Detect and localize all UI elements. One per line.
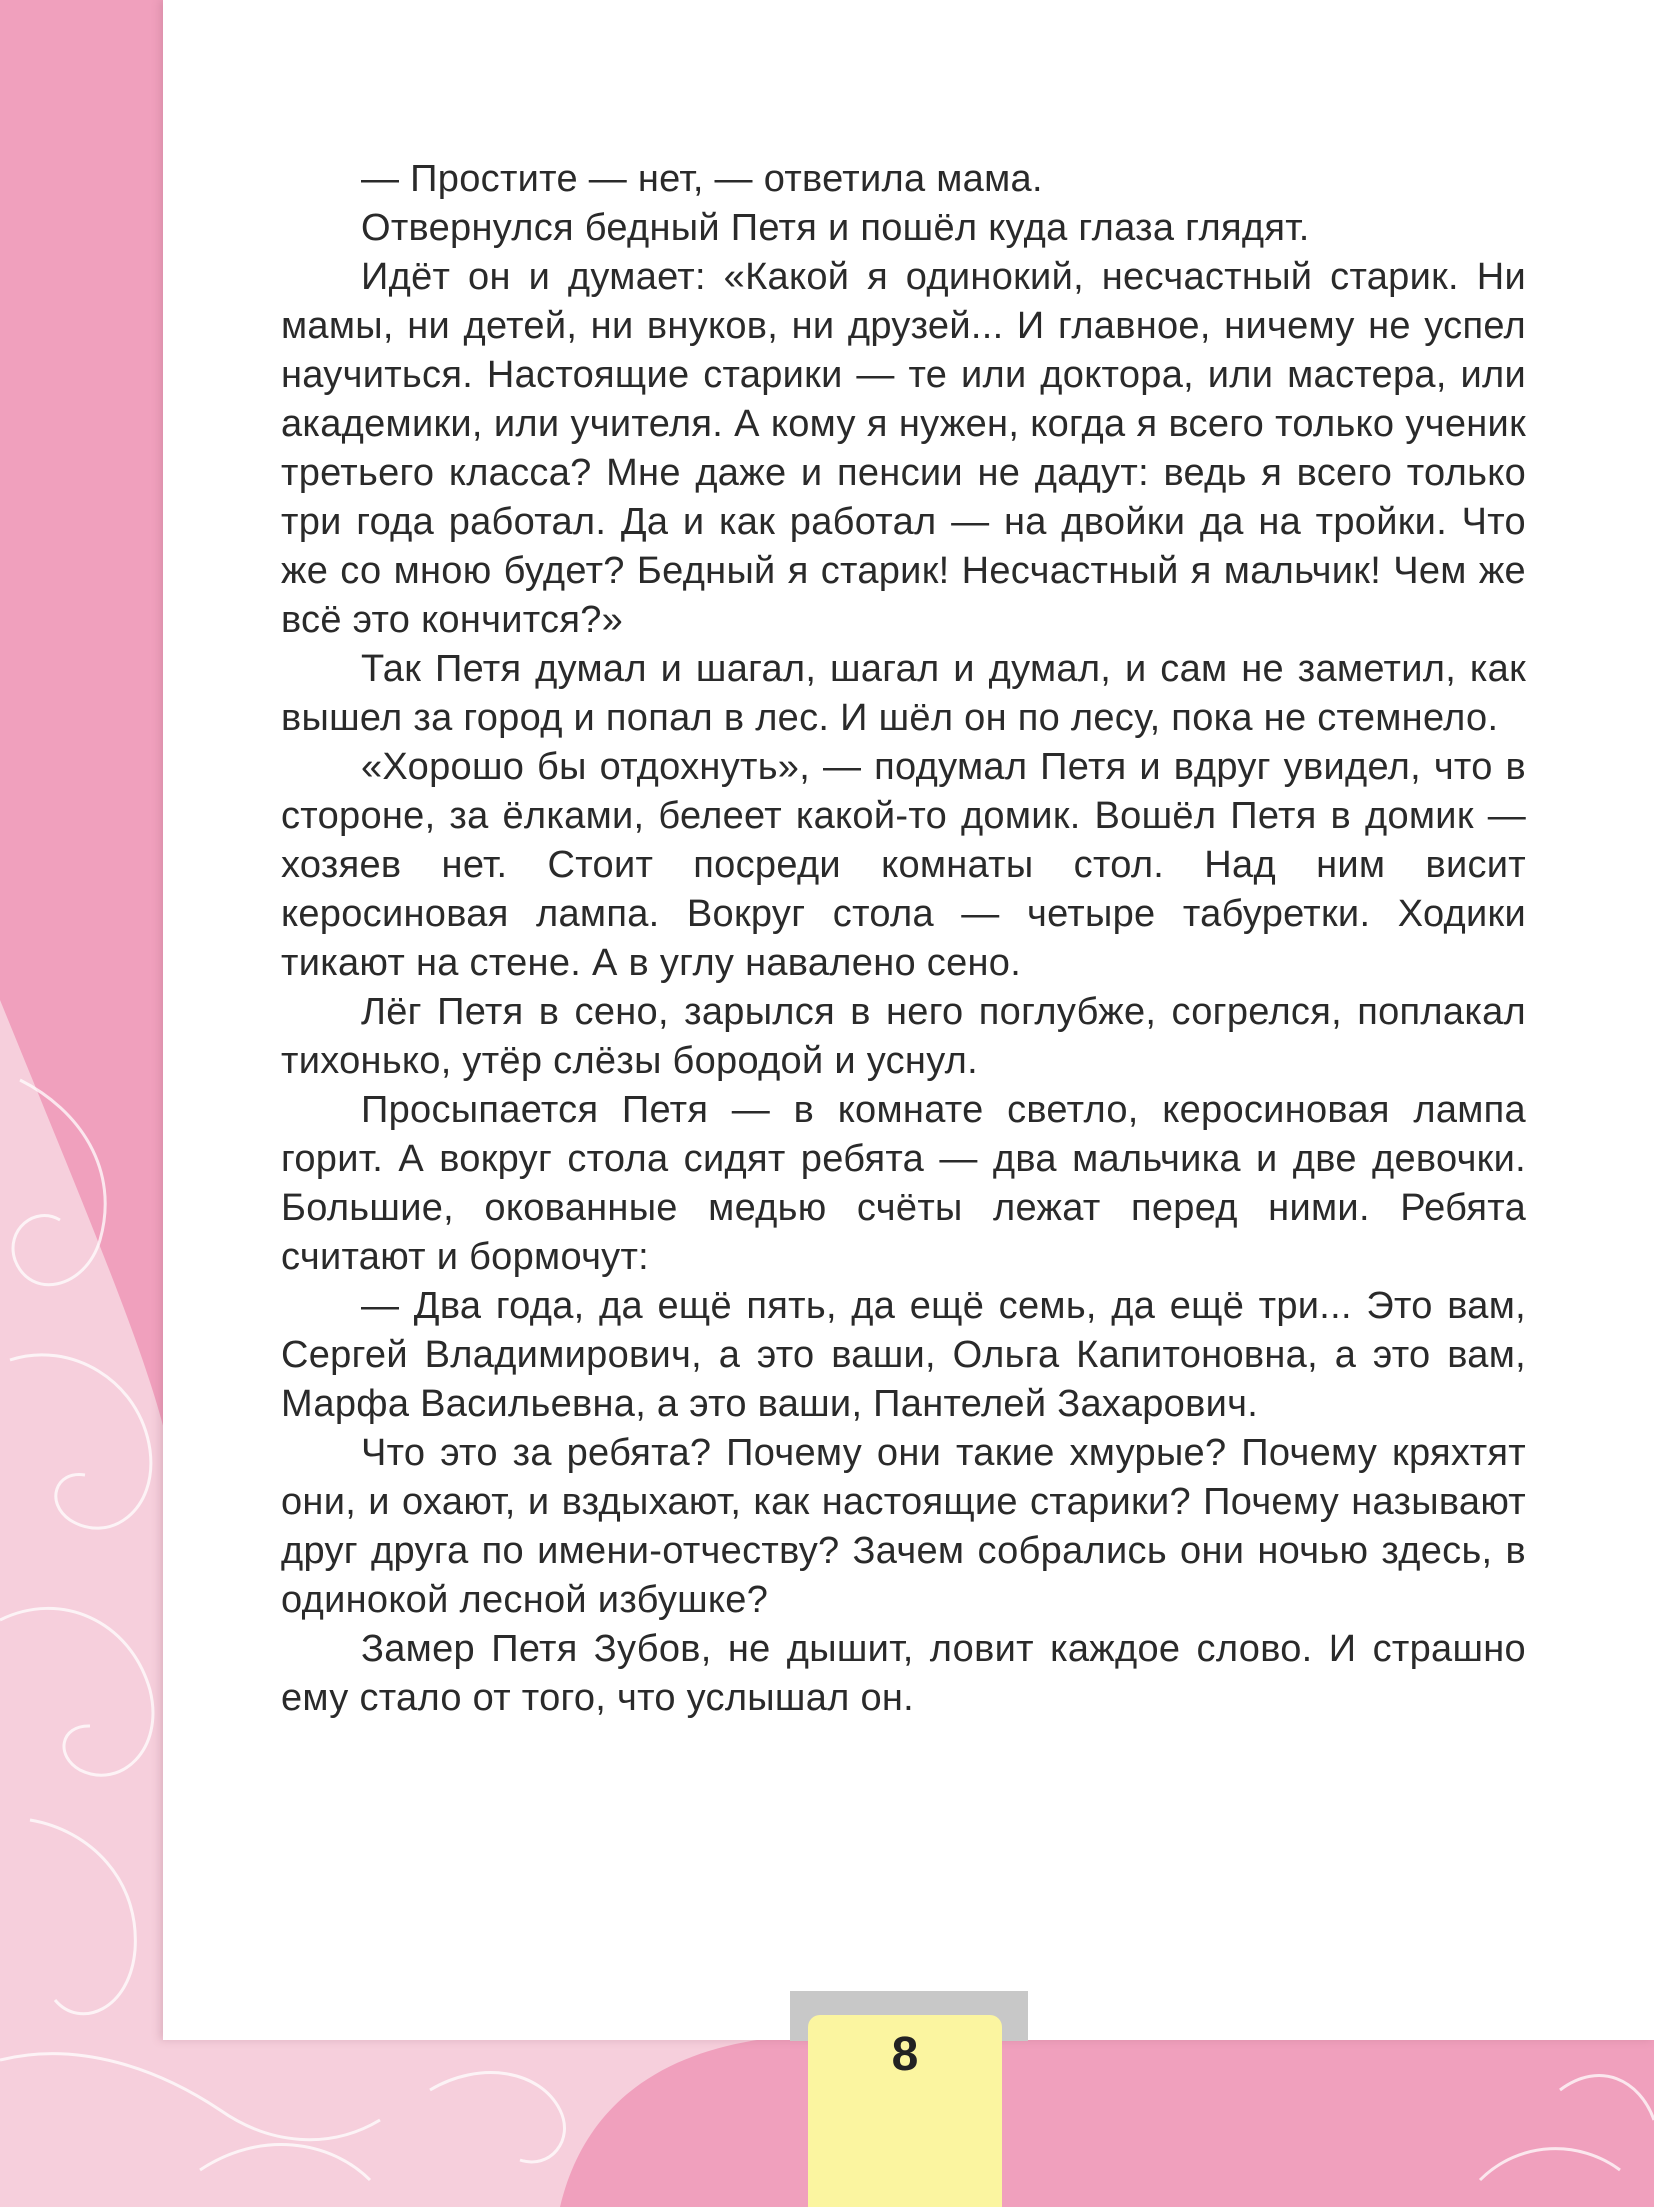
- paragraph: Что это за ребята? Почему они такие хмурые? Почему кряхтят они, и охают, и вздыхают, как настоящие старики? Почему называют друг друга по имени-отчеству? Зачем собрались они ночью здесь, в одинокой лесной избушке?: [281, 1432, 1526, 1621]
- bottom-pink-wave: [560, 2035, 1654, 2207]
- paragraph: Отвернулся бедный Петя и пошёл куда глаза глядят.: [361, 207, 1310, 249]
- story-text: [281, 155, 1526, 1723]
- paragraph: Идёт он и думает: «Какой я одинокий, несчастный старик. Ни мамы, ни детей, ни внуков, ни друзей... И главное, ничему не успел научиться. Настоящие старики — те или доктора, или мастера, или академики, или учителя. А кому я нужен, когда я всего только ученик третьего класса? Мне даже и пенсии не дадут: ведь я всего только три года работал. Да и как работал — на двойки да на тройки. Что же со мною будет? Бедный я старик! Несчастный я мальчик! Чем же всё это кончится?»: [281, 256, 1526, 641]
- paragraph: — Простите — нет, — ответила мама.: [361, 158, 1043, 200]
- paragraph: Замер Петя Зубов, не дышит, ловит каждое слово. И страшно ему стало от того, что услышал он.: [281, 1628, 1526, 1719]
- paragraph: Лёг Петя в сено, зарылся в него поглубже, согрелся, поплакал тихонько, утёр слёзы бородой и уснул.: [281, 991, 1526, 1082]
- paragraph: «Хорошо бы отдохнуть», — подумал Петя и вдруг увидел, что в стороне, за ёлками, белеет какой-то домик. Вошёл Петя в домик — хозяев нет. Стоит посреди комнаты стол. Над ним висит керосиновая лампа. Вокруг стола — четыре табуретки. Ходики тикают на стене. А в углу навалено сено.: [281, 746, 1526, 984]
- paragraph: — Два года, да ещё пять, да ещё семь, да ещё три... Это вам, Сергей Владимирович, а это ваши, Ольга Капитоновна, а это вам, Марфа Васильевна, а это ваши, Пантелей Захарович.: [281, 1285, 1526, 1425]
- paragraph: Просыпается Петя — в комнате светло, керосиновая лампа горит. А вокруг стола сидят ребята — два мальчика и две девочки. Большие, окованные медью счёты лежат перед ними. Ребята считают и бормочут:: [281, 1089, 1526, 1278]
- paragraph: Так Петя думал и шагал, шагал и думал, и сам не заметил, как вышел за город и попал в лес. И шёл он по лесу, пока не стемнело.: [281, 648, 1526, 739]
- page-number: 8: [808, 2015, 1002, 2207]
